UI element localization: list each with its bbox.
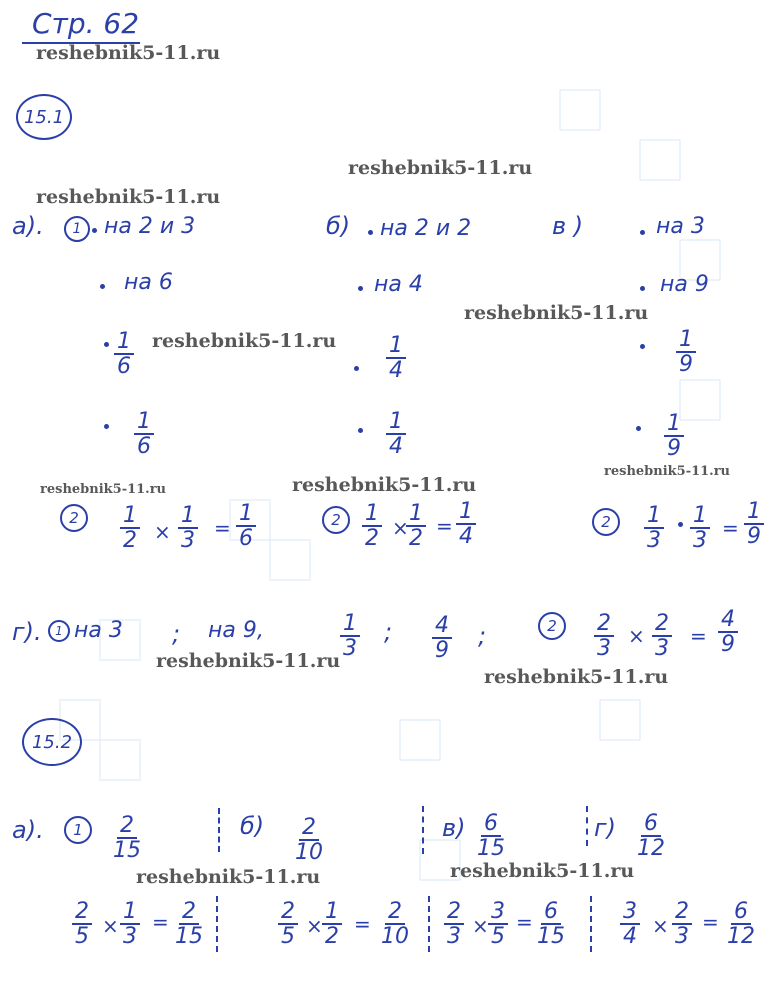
fraction: $\frac{3}{4}$ [620, 900, 640, 948]
bullet-dot [640, 230, 645, 235]
fraction: $\frac{2}{5}$ [278, 900, 298, 948]
watermark: reshebnik5-11.ru [604, 464, 731, 479]
fraction: $\frac{2}{10}$ [295, 815, 323, 866]
equals-sign: = [152, 910, 169, 934]
fraction: $\frac{1}{2}$ [406, 502, 426, 550]
watermark: reshebnik5-11.ru [136, 866, 321, 888]
fraction: $\frac{1}{4}$ [456, 500, 476, 548]
bullet-dot [358, 428, 363, 433]
column-divider [428, 896, 430, 952]
watermark: reshebnik5-11.ru [484, 666, 669, 688]
part-label: б) [326, 212, 351, 240]
fraction: $\frac{1}{3}$ [178, 504, 198, 552]
watermark: reshebnik5-11.ru [36, 42, 221, 64]
fraction: $\frac{1}{3}$ [340, 612, 360, 660]
fraction: $\frac{2}{3}$ [444, 900, 464, 948]
fraction: $\frac{1}{9}$ [676, 328, 696, 376]
times-sign: × [154, 520, 171, 544]
equals-sign: = [722, 516, 739, 540]
times-sign: × [392, 516, 409, 540]
fraction: $\frac{1}{6}$ [134, 410, 154, 458]
watermark: reshebnik5-11.ru [152, 330, 337, 352]
step-badge: 1 [64, 816, 92, 844]
fraction: $\frac{1}{2}$ [120, 504, 140, 552]
fraction: $\frac{2}{15}$ [113, 813, 141, 864]
step-badge: 2 [538, 612, 566, 640]
step-badge: 2 [60, 504, 88, 532]
fraction: $\frac{4}{9}$ [718, 608, 738, 656]
times-sign: × [472, 914, 489, 938]
fraction: $\frac{1}{9}$ [664, 412, 684, 460]
task-number-badge: 15.1 [16, 94, 72, 140]
column-divider [422, 806, 424, 854]
column-divider [586, 806, 588, 846]
column-divider [216, 896, 218, 952]
watermark: reshebnik5-11.ru [292, 474, 477, 496]
bullet-dot [92, 228, 97, 233]
fraction: $\frac{1}{4}$ [386, 410, 406, 458]
fraction: $\frac{1}{6}$ [114, 330, 134, 378]
fraction: $\frac{2}{3}$ [652, 612, 672, 660]
watermark: reshebnik5-11.ru [36, 186, 221, 208]
fraction: $\frac{3}{5}$ [488, 900, 508, 948]
answer-text: на 3 [656, 214, 705, 239]
part-label: в) [442, 814, 466, 842]
fraction: $\frac{1}{3}$ [120, 900, 140, 948]
fraction: $\frac{1}{2}$ [322, 900, 342, 948]
times-sign: × [102, 914, 119, 938]
fraction: $\frac{4}{9}$ [432, 614, 452, 662]
equals-sign: = [702, 910, 719, 934]
bullet-dot [354, 366, 359, 371]
equals-sign: = [516, 910, 533, 934]
column-divider [218, 808, 220, 852]
separator: ; [478, 622, 487, 650]
equals-sign: = [214, 516, 231, 540]
fraction: $\frac{2}{3}$ [594, 612, 614, 660]
part-label: а). [12, 212, 44, 240]
fraction: $\frac{2}{5}$ [72, 900, 92, 948]
bullet-dot [640, 286, 645, 291]
equals-sign: = [354, 912, 371, 936]
fraction: $\frac{2}{15}$ [175, 899, 203, 950]
task-number-badge: 15.2 [22, 718, 82, 766]
times-sign: × [652, 914, 669, 938]
watermark: reshebnik5-11.ru [348, 157, 533, 179]
separator: ; [172, 620, 181, 648]
fraction: $\frac{6}{12}$ [727, 899, 755, 950]
separator: ; [384, 618, 393, 646]
watermark: reshebnik5-11.ru [464, 302, 649, 324]
bullet-dot [104, 342, 109, 347]
answer-text: на 9 [660, 272, 709, 297]
bullet-dot [358, 286, 363, 291]
part-label: а). [12, 816, 44, 844]
bullet-dot [100, 284, 105, 289]
fraction: $\frac{6}{15}$ [477, 811, 505, 862]
step-badge: 2 [322, 506, 350, 534]
step-badge: 2 [592, 508, 620, 536]
answer-text: на 3 [74, 618, 123, 643]
step-badge: 1 [64, 216, 90, 242]
fraction: $\frac{1}{3}$ [644, 504, 664, 552]
part-label: в ) [552, 212, 584, 240]
times-sign: × [306, 914, 323, 938]
equals-sign: = [690, 624, 707, 648]
bullet-dot [640, 344, 645, 349]
fraction: $\frac{6}{12}$ [637, 811, 665, 862]
part-label: б) [240, 812, 265, 840]
fraction: $\frac{2}{10}$ [381, 899, 409, 950]
answer-text: на 6 [124, 270, 173, 295]
fraction: $\frac{1}{4}$ [386, 334, 406, 382]
watermark: reshebnik5-11.ru [40, 482, 167, 497]
fraction: $\frac{1}{2}$ [362, 502, 382, 550]
fraction: $\frac{1}{6}$ [236, 502, 256, 550]
watermark: reshebnik5-11.ru [450, 860, 635, 882]
fraction: $\frac{6}{15}$ [537, 899, 565, 950]
bullet-dot [104, 424, 109, 429]
watermark: reshebnik5-11.ru [156, 650, 341, 672]
bullet-dot [636, 426, 641, 431]
fraction: $\frac{1}{3}$ [690, 504, 710, 552]
answer-text: на 2 и 3 [104, 214, 196, 239]
page-number: Стр. 62 [32, 7, 140, 40]
answer-text: на 9, [208, 618, 264, 643]
step-badge: 1 [48, 620, 70, 642]
times-sign: × [628, 624, 645, 648]
answer-text: на 4 [374, 272, 423, 297]
equals-sign: = [436, 514, 453, 538]
bullet-dot [678, 522, 683, 527]
bullet-dot [368, 230, 373, 235]
part-label: г). [12, 618, 42, 646]
column-divider [590, 896, 592, 952]
fraction: $\frac{1}{9}$ [744, 500, 764, 548]
part-label: г) [594, 814, 616, 842]
answer-text: на 2 и 2 [380, 216, 472, 241]
fraction: $\frac{2}{3}$ [672, 900, 692, 948]
